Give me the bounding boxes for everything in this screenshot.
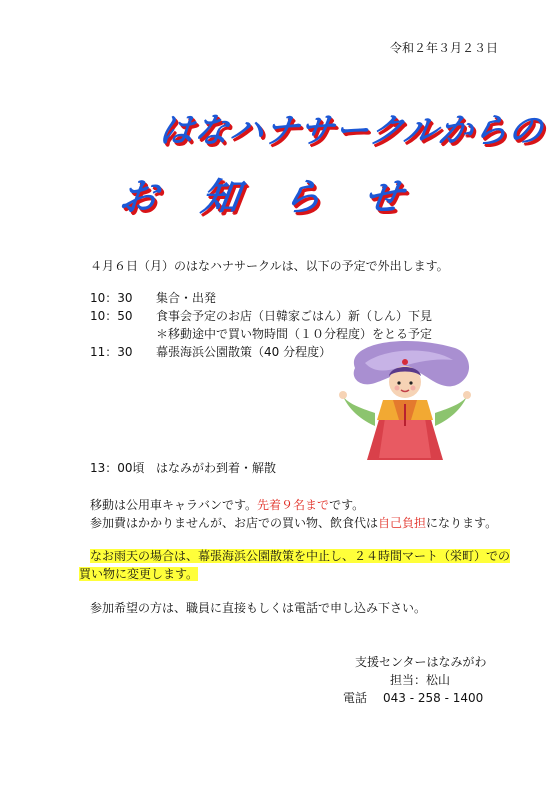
schedule-note: ＊移動途中で買い物時間（１０分程度）をとる予定 xyxy=(156,327,433,341)
rain-note-highlight: 買い物に変更します。 xyxy=(79,567,199,581)
fee-text: 参加費はかかりませんが、お店での買い物、飲食代は xyxy=(90,516,379,530)
schedule-text: 集合・出発 xyxy=(156,291,217,305)
fee-suffix: になります。 xyxy=(426,516,498,530)
transport-text: 移動は公用車キャラバンです。 xyxy=(90,498,258,512)
transport-suffix: です。 xyxy=(329,498,365,512)
schedule-row xyxy=(90,307,432,324)
apply-note: 参加希望の方は、職員に直接もしくは電話で申し込み下さい。 xyxy=(90,601,427,615)
schedule-time: 11：30 xyxy=(90,345,133,359)
contact-person: 担当：松山 xyxy=(390,673,451,687)
schedule-time: 10：30 xyxy=(90,291,133,305)
fee-note xyxy=(90,514,497,531)
phone-label: 電話 xyxy=(343,691,368,705)
intro-text: ４月６日（月）のはなハナサークルは、以下の予定で外出します。 xyxy=(90,259,449,273)
transport-note xyxy=(90,496,364,513)
title-circle-name: はなハナサークルからの xyxy=(156,111,547,151)
rain-note-highlight: なお雨天の場合は、幕張海浜公園散策を中止し、２４時間マート（栄町）での xyxy=(90,549,511,563)
schedule-time: 13：00頃 xyxy=(90,461,145,475)
phone-line xyxy=(343,689,483,706)
capacity-limit: 先着９名まで xyxy=(257,498,330,512)
rain-note-line1 xyxy=(90,547,510,564)
self-pay-emphasis: 自己負担 xyxy=(378,516,427,530)
schedule-row xyxy=(90,343,331,360)
document-date: 令和２年３月２３日 xyxy=(390,41,499,55)
rain-note-line2 xyxy=(79,565,198,582)
schedule-time: 10：50 xyxy=(90,309,133,323)
organization-name: 支援センターはなみがわ xyxy=(355,655,487,669)
schedule-text: 幕張海浜公園散策（40 分程度） xyxy=(156,345,332,359)
korean-hanbok-woman-illustration xyxy=(335,338,475,463)
phone-number: 043 - 258 - 1400 xyxy=(383,691,484,705)
schedule-text: 食事会予定のお店（日韓家ごはん）新（しん）下見 xyxy=(156,309,433,323)
schedule-row xyxy=(90,289,216,306)
title-notice: お知らせ xyxy=(116,175,450,219)
schedule-row xyxy=(90,459,276,476)
schedule-text: はなみがわ到着・解散 xyxy=(156,461,277,475)
